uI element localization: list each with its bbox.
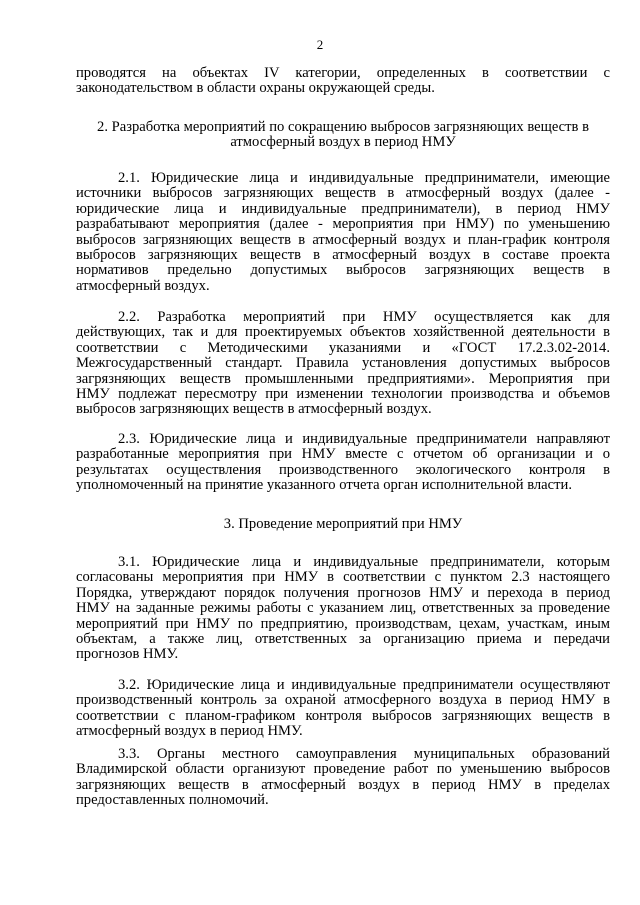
paragraph-3-2: [76, 678, 610, 740]
text-line: источники выбросов загрязняющих веществ в атмосферный воздух (далее -: [76, 185, 610, 202]
paragraph-2-1: [76, 171, 610, 294]
text-line: Порядка, утверждают порядок получения прогнозов НМУ и перехода в период: [76, 584, 610, 601]
paragraph-3-3: [76, 747, 610, 809]
heading-line: 2. Разработка мероприятий по сокращению выбросов загрязняющих веществ в: [97, 119, 589, 135]
text-line: юридические лица и индивидуальные предприниматели), в период НМУ: [76, 200, 610, 217]
text-line: результатах осуществления производственного экологического контроля в: [76, 461, 610, 478]
paragraph-2-2: [76, 310, 610, 418]
page-number: 2: [316, 37, 324, 52]
text-line: производственный контроль за охраной атмосферного воздуха в период НМУ в: [76, 692, 610, 709]
text-line: соответствии с планом-графиком контроля выбросов загрязняющих веществ в: [76, 707, 610, 724]
text-line: законодательством в области охраны окружающей среды.: [76, 80, 435, 97]
heading-line: 3. Проведение мероприятий при НМУ: [223, 516, 463, 532]
text-line: НМУ подлежат пересмотру при изменении технологии производства и объемов: [76, 385, 610, 402]
intro-paragraph: [76, 66, 610, 97]
text-line: 2.2. Разработка мероприятий при НМУ осуществляется как для: [118, 309, 610, 325]
text-line: 3.1. Юридические лица и индивидуальные предприниматели, которым: [118, 554, 610, 570]
text-line: нормативов предельно допустимых выбросов загрязняющих веществ в: [76, 262, 610, 279]
paragraph-2-3: [76, 432, 610, 494]
text-line: атмосферный воздух в период НМУ.: [76, 723, 303, 740]
text-line: объектам, а также лиц, ответственных за организацию приема и передачи: [76, 630, 610, 647]
text-line: НМУ на заданные режимы работы с указанием лиц, ответственных за проведение: [76, 600, 610, 617]
text-line: уполномоченный на принятие указанного отчета орган исполнительной власти.: [76, 477, 572, 494]
text-line: прогнозов НМУ.: [76, 646, 179, 663]
text-line: 3.3. Органы местного самоуправления муниципальных образований: [118, 746, 610, 762]
heading-line: атмосферный воздух в период НМУ: [230, 134, 456, 151]
text-line: загрязняющих веществ в атмосферный воздух в период НМУ в пределах: [76, 776, 610, 793]
text-line: проводятся на объектах IV категории, определенных в соответствии с: [76, 65, 610, 81]
paragraph-3-1: [76, 555, 610, 663]
text-line: выбросов загрязняющих веществ в атмосферный воздух в составе проекта: [76, 246, 610, 263]
text-line: 2.1. Юридические лица и индивидуальные предприниматели, имеющие: [118, 170, 610, 186]
section-3-heading: [76, 517, 610, 532]
text-line: разработанные мероприятия при НМУ вместе с отчетом об организации и о: [76, 446, 610, 463]
text-line: загрязняющих веществ промышленными предприятиями». Мероприятия при: [76, 370, 610, 387]
section-2-heading: [76, 120, 610, 151]
text-line: действующих, так и для проектируемых объектов хозяйственной деятельности в: [76, 324, 610, 341]
text-line: 3.2. Юридические лица и индивидуальные предприниматели осуществляют: [118, 677, 610, 693]
text-line: согласованы мероприятия при НМУ в соответствии с пунктом 2.3 настоящего: [76, 569, 610, 586]
text-line: разрабатывают мероприятия (далее - мероприятия при НМУ) по уменьшению: [76, 216, 610, 233]
text-line: выбросов загрязняющих веществ в атмосферный воздух.: [76, 401, 432, 418]
text-line: предоставленных полномочий.: [76, 792, 269, 809]
text-line: атмосферный воздух.: [76, 277, 210, 294]
text-line: 2.3. Юридические лица и индивидуальные предприниматели направляют: [118, 431, 610, 447]
text-line: выбросов загрязняющих веществ в атмосферный воздух и план-график контроля: [76, 231, 610, 248]
text-line: Владимирской области организуют проведение работ по уменьшению выбросов: [76, 761, 610, 778]
text-line: соответствии с Методическими указаниями и «ГОСТ 17.2.3.02-2014.: [76, 339, 610, 356]
text-line: мероприятий при НМУ по предприятию, производствам, цехам, участкам, иным: [76, 615, 610, 632]
text-line: Межгосударственный стандарт. Правила установления допустимых выбросов: [76, 355, 610, 372]
